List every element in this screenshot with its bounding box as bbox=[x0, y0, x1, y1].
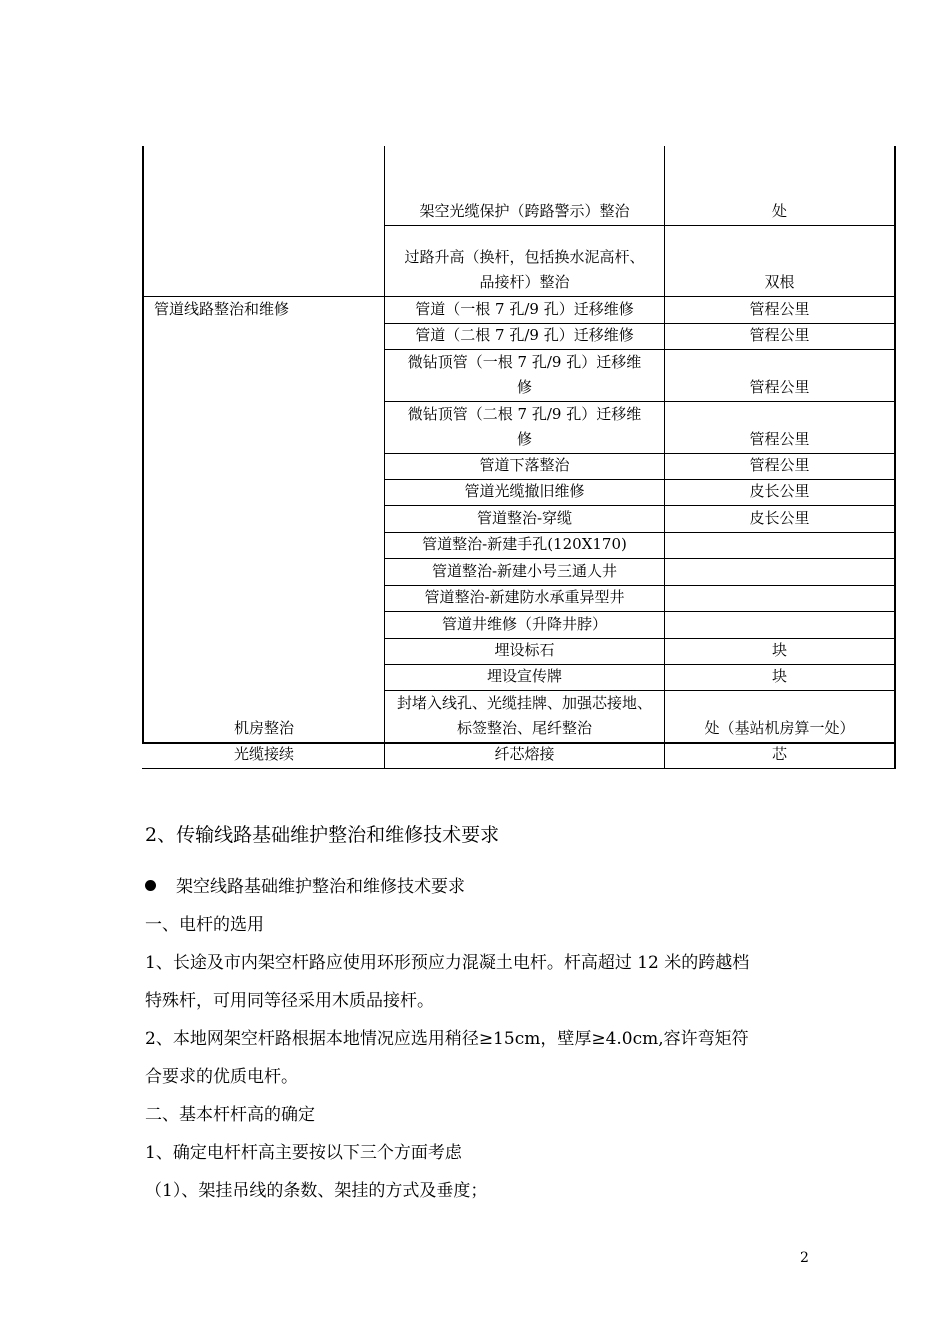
body-line: 一、电杆的选用 bbox=[145, 915, 264, 935]
table-cell-unit bbox=[665, 612, 894, 638]
table-cell-unit: 皮长公里 bbox=[749, 482, 810, 500]
table-cell-item: 纤芯熔接 bbox=[494, 745, 555, 763]
table-cell-unit: 处（基站机房算一处） bbox=[704, 719, 855, 737]
table-cell-unit: 管程公里 bbox=[749, 378, 810, 396]
body-line: 合要求的优质电杆。 bbox=[145, 1067, 298, 1087]
table-cell-category: 机房整治 bbox=[233, 719, 294, 737]
table-cell-item: 埋设宣传牌 bbox=[486, 667, 562, 685]
table-cell-category: 管道线路整治和维修 bbox=[154, 300, 290, 318]
body-line: （1）、架挂吊线的条数、架挂的方式及垂度； bbox=[145, 1181, 488, 1201]
table-cell-item: 管道（二根 7 孔/9 孔）迁移维修 bbox=[415, 326, 634, 344]
table-cell-item: 埋设标石 bbox=[494, 641, 555, 659]
body-line: 特殊杆，可用同等径采用木质品接杆。 bbox=[145, 991, 434, 1011]
table-cell-item: 微钻顶管（二根 7 孔/9 孔）迁移维 修 bbox=[407, 405, 642, 448]
table-cell-unit: 管程公里 bbox=[749, 326, 810, 344]
table-cell-item: 管道（一根 7 孔/9 孔）迁移维修 bbox=[415, 300, 634, 318]
bullet-dot-icon bbox=[145, 880, 156, 891]
table-cell-item: 管道整治-新建防水承重异型井 bbox=[424, 588, 625, 606]
table-cell-unit: 管程公里 bbox=[749, 456, 810, 474]
table-cell-item: 管道光缆撤旧维修 bbox=[464, 482, 585, 500]
table-cell-unit bbox=[665, 586, 894, 611]
table-cell-unit: 块 bbox=[771, 667, 787, 685]
table-cell-unit bbox=[665, 533, 894, 558]
table-cell-unit: 管程公里 bbox=[749, 430, 810, 448]
body-line: 1、确定电杆杆高主要按以下三个方面考虑 bbox=[145, 1143, 462, 1163]
body-line: 二、基本杆杆高的确定 bbox=[145, 1105, 315, 1125]
table-cell-item: 封堵入线孔、光缆挂牌、加强芯接地、 标签整治、尾纤整治 bbox=[396, 694, 652, 737]
table-cell-unit: 芯 bbox=[771, 745, 787, 763]
table-cell-unit bbox=[665, 559, 894, 585]
section-heading: 2、传输线路基础维护整治和维修技术要求 bbox=[145, 824, 500, 846]
table-cell-item: 微钻顶管（一根 7 孔/9 孔）迁移维 修 bbox=[407, 353, 642, 396]
table-cell-item: 管道整治-新建手孔(120X170) bbox=[422, 535, 627, 553]
bullet-item bbox=[145, 872, 465, 897]
table-cell-unit: 处 bbox=[771, 202, 787, 220]
table-cell-item: 管道下落整治 bbox=[479, 456, 570, 474]
table-cell-item: 过路升高（换杆，包括换水泥高杆、 品接杆）整治 bbox=[404, 248, 645, 291]
table-cell-unit: 皮长公里 bbox=[749, 509, 810, 527]
body-line: 1、长途及市内架空杆路应使用环形预应力混凝土电杆。杆高超过 12 米的跨越档 bbox=[145, 953, 750, 973]
table-cell-unit: 块 bbox=[771, 641, 787, 659]
table-cell-item: 管道整治-穿缆 bbox=[476, 509, 573, 527]
body-line: 2、本地网架空杆路根据本地情况应选用稍径≥15cm，壁厚≥4.0cm,容许弯矩符 bbox=[145, 1029, 749, 1049]
page-number: 2 bbox=[800, 1250, 809, 1266]
table-cell-category: 光缆接续 bbox=[233, 745, 294, 763]
table-cell-item: 管道井维修（升降井脖） bbox=[441, 615, 607, 633]
table-cell-item: 管道整治-新建小号三通人井 bbox=[431, 562, 618, 580]
table-cell-item: 架空光缆保护（跨路警示）整治 bbox=[419, 202, 630, 220]
bullet-text: 架空线路基础维护整治和维修技术要求 bbox=[176, 877, 465, 897]
table-cell-unit: 双根 bbox=[764, 273, 795, 291]
table-cell-unit: 管程公里 bbox=[749, 300, 810, 318]
